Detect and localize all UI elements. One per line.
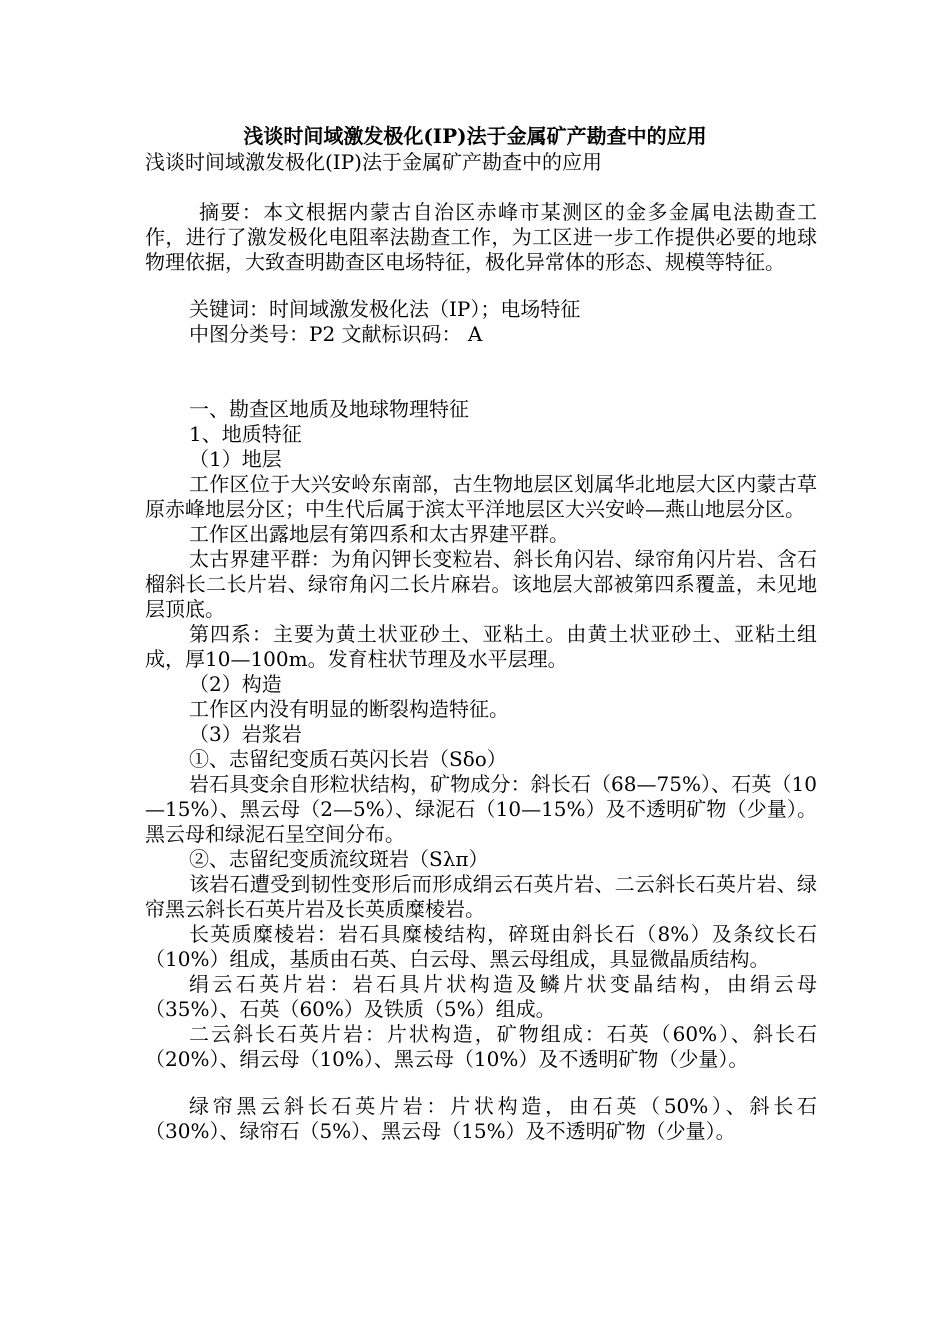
section-heading: 一、勘查区地质及地球物理特征 [189,397,469,421]
body-paragraph: 工作区位于大兴安岭东南部，古生物地层区划属华北地层大区内蒙古草原赤峰地层分区；中生代后属于滨太平洋地层区大兴安岭—燕山地层分区。 [145,472,817,521]
body-paragraph: 该岩石遭受到韧性变形后而形成绢云石英片岩、二云斜长石英片岩、绿帘黑云斜长石英片岩及长英质糜棱岩。 [145,872,817,921]
abstract-paragraph: 摘要：本文根据内蒙古自治区赤峰市某测区的金多金属电法勘查工作，进行了激发极化电阻率法勘查工作，为工区进一步工作提供必要的地球物理依据，大致查明勘查区电场特征，极化异常体的形态、规模等特征。 [145,200,817,274]
classification-line: 中图分类号：P2 文献标识码： A [189,322,483,346]
subsection-heading: （2）构造 [189,672,282,696]
body-paragraph: 太古界建平群：为角闪钾长变粒岩、斜长角闪岩、绿帘角闪片岩、含石榴斜长二长片岩、绿帘角闪二长片麻岩。该地层大部被第四系覆盖，未见地层顶底。 [145,547,817,621]
subsection-heading: （3）岩浆岩 [189,722,302,746]
keywords-line: 关键词：时间域激发极化法（IP）；电场特征 [189,297,581,321]
document-body [145,200,817,1144]
body-paragraph: 二云斜长石英片岩：片状构造，矿物组成：石英（60%）、斜长石（20%）、绢云母（10%）、黑云母（10%）及不透明矿物（少量）。 [145,1022,817,1071]
body-paragraph: 长英质糜棱岩：岩石具糜棱结构，碎斑由斜长石（8%）及条纹长石（10%）组成，基质由石英、白云母、黑云母组成，具显微晶质结构。 [145,922,817,971]
document-subtitle: 浅谈时间域激发极化(IP)法于金属矿产勘查中的应用 [145,150,602,174]
body-paragraph: 第四系：主要为黄土状亚砂土、亚粘土。由黄土状亚砂土、亚粘土组成，厚10—100m。发育柱状节理及水平层理。 [145,622,817,671]
body-paragraph: 绿帘黑云斜长石英片岩：片状构造，由石英（50%）、斜长石（30%）、绿帘石（5%）、黑云母（15%）及不透明矿物（少量）。 [145,1094,817,1143]
subsection-heading: ①、志留纪变质石英闪长岩（Sδo） [189,747,507,771]
body-paragraph: 工作区内没有明显的断裂构造特征。 [189,697,509,721]
subsection-heading: （1）地层 [189,447,282,471]
body-paragraph: 岩石具变余自形粒状结构，矿物成分：斜长石（68—75%）、石英（10—15%）、黑云母（2—5%）、绿泥石（10—15%）及不透明矿物（少量）。黑云母和绿泥石呈空间分布。 [145,772,817,846]
subsection-heading: ②、志留纪变质流纹斑岩（Sλπ） [189,847,489,871]
document-title: 浅谈时间域激发极化(IP)法于金属矿产勘查中的应用 [243,124,707,148]
body-paragraph: 工作区出露地层有第四系和太古界建平群。 [189,522,569,546]
subsection-heading: 1、地质特征 [189,422,302,446]
body-paragraph: 绢云石英片岩：岩石具片状构造及鳞片状变晶结构，由绢云母（35%）、石英（60%）及铁质（5%）组成。 [145,972,817,1021]
